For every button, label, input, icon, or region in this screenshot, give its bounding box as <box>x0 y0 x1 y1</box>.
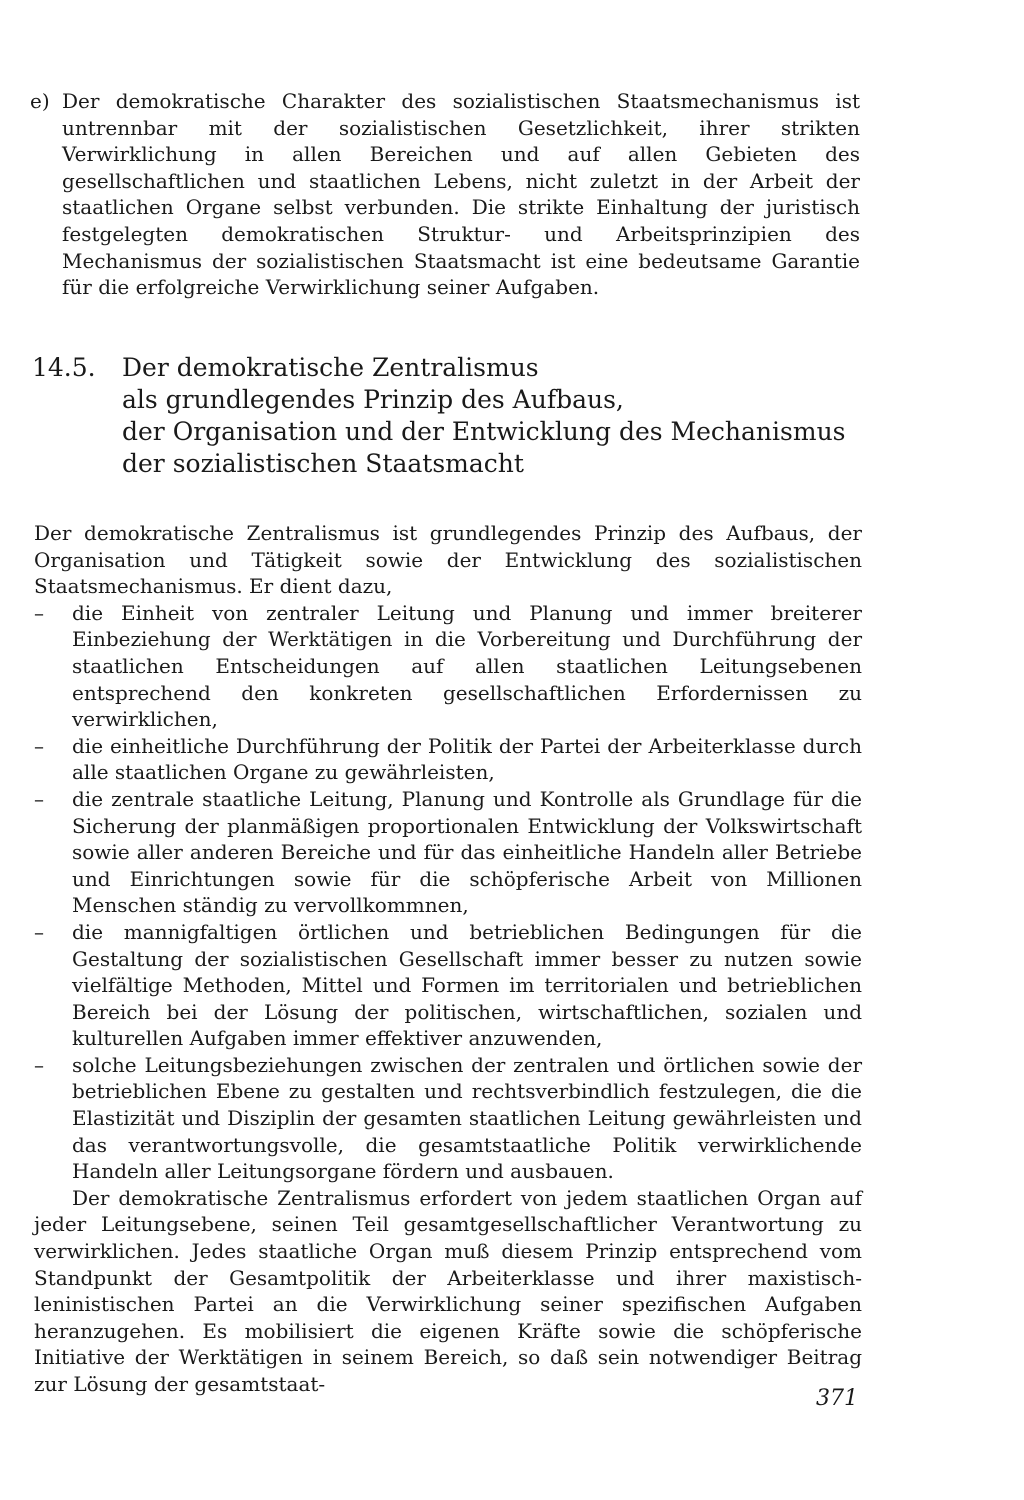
item-e-text: Der demokratische Charakter des sozialistischen Staatsmechanismus ist untrennbar mit der sozialistischen Gesetzlichkeit, ihrer strikten Verwirklichung in allen Bereichen und auf allen Gebieten des gesellschaftlichen und staatlichen Lebens, nicht zuletzt in der Arbeit der staatlichen Organe selbst verbunden. Die strikte Einhaltung der juristisch festgelegten demokratischen Struktur- und Arbeitsprinzipien des Mechanismus der sozialistischen Staatsmacht ist eine bedeutsame Garantie für die erfolgreiche Verwirklichung seiner Aufgaben. <box>62 89 860 300</box>
closing-paragraph: Der demokratische Zentralismus erfordert von jedem staatlichen Organ auf jeder Leitungsebene, seinen Teil gesamtgesellschaftlicher Verantwortung zu verwirklichen. Jedes staatliche Organ muß diesem Prinzip entsprechend vom Standpunkt der Gesamtpolitik der Arbeiterklasse und ihrer maxistisch-leninistischen Partei an die Verwirklichung seiner spezifischen Aufgaben heranzugehen. Es mobilisiert die eigenen Kräfte sowie die schöpferische Initiative der Werktätigen in seinem Bereich, so daß sein notwendiger Beitrag zur Lösung der gesamtstaat- <box>34 1185 862 1396</box>
dash-marker: – <box>34 1052 44 1077</box>
item-marker: e) <box>30 89 50 113</box>
list-item-e <box>30 88 860 301</box>
list-item <box>34 1052 862 1185</box>
list-item <box>34 600 862 733</box>
list-item <box>34 786 862 919</box>
dash-marker: – <box>34 733 44 758</box>
section-title: Der demokratische Zentralismus als grundlegendes Prinzip des Aufbaus, der Organisation und der Entwicklung des Mechanismus der sozialistischen Staatsmacht <box>122 353 846 478</box>
list-item-text: die Einheit von zentraler Leitung und Planung und immer breiterer Einbeziehung der Werktätigen in die Vorbereitung und Durchführung der staatlichen Entscheidungen auf allen staatlichen Leitungsebenen entsprechend den konkreten gesellschaftlichen Erfordernissen zu verwirklichen, <box>72 600 862 732</box>
list-item <box>34 919 862 1052</box>
dash-list <box>34 600 862 1185</box>
body-text <box>34 520 862 1398</box>
list-item-text: solche Leitungsbeziehungen zwischen der zentralen und örtlichen sowie der betrieblichen Ebene zu gestalten und rechtsverbindlich festzulegen, die die Elastizität und Disziplin der gesamten staatlichen Leitung gewährleisten und das verantwortungsvolle, die gesamtstaatliche Politik verwirklichende Handeln aller Leitungsorgane fördern und ausbauen. <box>72 1052 862 1184</box>
page-number: 371 <box>816 1386 858 1411</box>
dash-marker: – <box>34 919 44 944</box>
dash-marker: – <box>34 600 44 625</box>
list-item-text: die zentrale staatliche Leitung, Planung und Kontrolle als Grundlage für die Sicherung der planmäßigen proportionalen Entwicklung der Volkswirtschaft sowie aller anderen Bereiche und für das einheitliche Handeln aller Betriebe und Einrichtungen sowie für die schöpferische Arbeit von Millionen Menschen ständig zu vervollkommnen, <box>72 786 862 918</box>
list-item <box>34 733 862 786</box>
section-number: 14.5. <box>32 353 96 382</box>
list-item-text: die mannigfaltigen örtlichen und betrieblichen Bedingungen für die Gestaltung der sozialistischen Gesellschaft immer besser zu nutzen sowie vielfältige Methoden, Mittel und Formen im territorialen und betrieblichen Bereich bei der Lösung der politischen, wirtschaftlichen, sozialen und kulturellen Aufgaben immer effektiver anzuwenden, <box>72 919 862 1051</box>
section-heading <box>32 352 862 480</box>
dash-marker: – <box>34 786 44 811</box>
intro-paragraph: Der demokratische Zentralismus ist grundlegendes Prinzip des Aufbaus, der Organisation und Tätigkeit sowie der Entwicklung des sozialistischen Staatsmechanismus. Er dient dazu, <box>34 521 862 599</box>
list-item-text: die einheitliche Durchführung der Politik der Partei der Arbeiterklasse durch alle staatlichen Organe zu gewährleisten, <box>72 733 862 785</box>
